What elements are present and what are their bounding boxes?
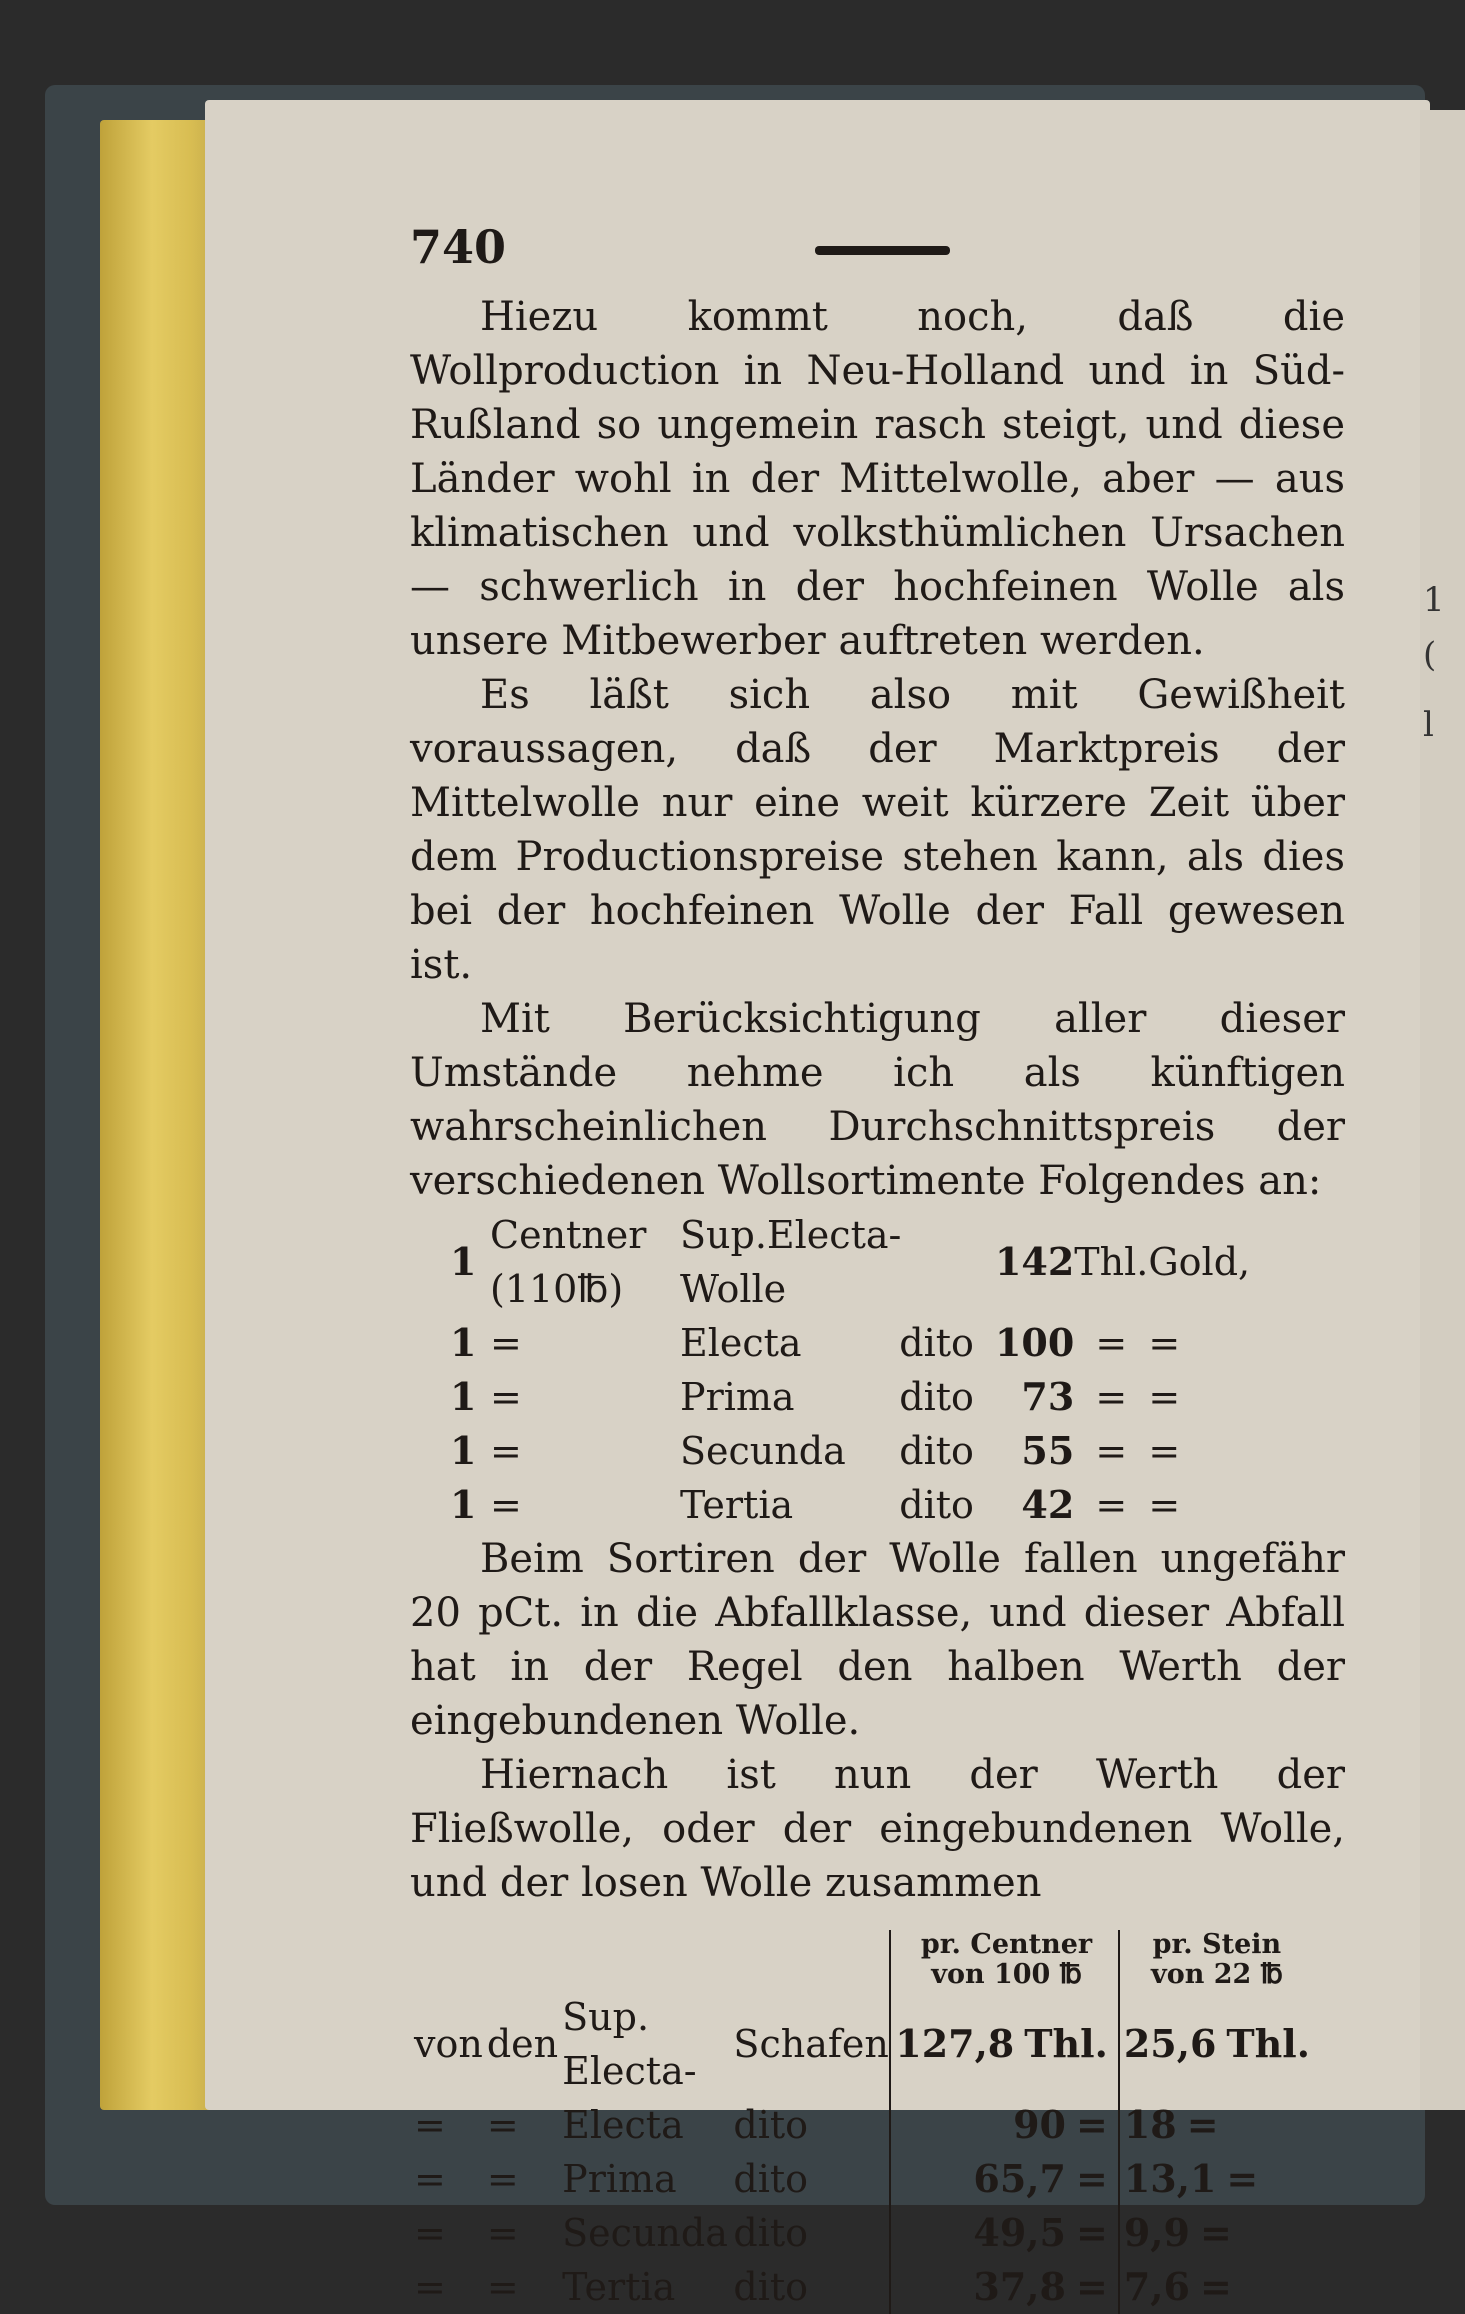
sheep-type: Schafen [733,2022,889,2066]
value-per-centner: 65,7 = [890,2152,1119,2206]
page-text [410,210,1345,2314]
value-row [410,2206,1310,2260]
value-table [410,1930,1310,2314]
den: = [486,2265,519,2309]
unit: = [490,1429,522,1473]
adjacent-page [1420,110,1465,2110]
paragraph: Hiezu kommt noch, daß die Wollproduction in Neu-Holland und in Süd-Rußland so ungemein rasch steigt, und diese Länder wohl in der Mittelwolle, aber — aus klimatischen und volksthümlichen Ursachen — schwerlich in der hochfeinen Wolle als unsere Mitbewerber auftreten werden. [410,294,1345,664]
price-value: 100 [994,1320,1075,1365]
von: = [414,2157,446,2201]
quantity: 1 [450,1239,477,1284]
unit: = [490,1375,522,1419]
currency: = [1095,1375,1128,1419]
dito: dito [899,1375,974,1419]
value-row [410,1990,1310,2098]
quantity: 1 [450,1428,477,1473]
value-row [410,2098,1310,2152]
price-row [450,1316,1350,1370]
quantity: 1 [450,1482,477,1527]
den: = [486,2157,519,2201]
price-row [450,1424,1350,1478]
adjacent-page-fragment: 1 [1423,580,1445,620]
price-value: 142 [994,1239,1075,1284]
value-per-centner: 90 = [890,2098,1119,2152]
value-per-centner: 127,8 Thl. [890,1990,1119,2098]
value-per-centner: 37,8 = [890,2260,1119,2314]
sheep-type: dito [733,2157,809,2201]
dito: dito [899,1429,974,1473]
wool-grade: Prima [562,2157,677,2201]
den: = [486,2211,519,2255]
price-value: 73 [1021,1374,1075,1419]
von: = [414,2211,446,2255]
currency: = [1095,1483,1128,1527]
wool-grade: Sup. Electa- [562,1995,697,2093]
price-table [450,1208,1350,1532]
wool-grade: Tertia [562,2265,676,2309]
unit: Centner (110℔) [490,1213,647,1311]
wool-grade: Tertia [680,1483,794,1527]
adjacent-page-fragment: ( [1423,635,1437,675]
wool-grade: Electa [562,2103,684,2147]
price-row [450,1478,1350,1532]
price-row [450,1208,1350,1316]
value-per-stein: 25,6 Thl. [1119,1990,1310,2098]
currency: Thl. [1074,1240,1149,1284]
wool-grade: Electa [680,1321,802,1365]
paragraph: Hiernach ist nun der Werth der Fließwolle, oder der eingebundenen Wolle, und der losen Wolle zusammen [410,1752,1345,1906]
dito: dito [899,1321,974,1365]
sheep-type: dito [733,2211,809,2255]
page-header [410,210,1345,290]
currency-kind: = [1148,1321,1181,1365]
price-value: 55 [1021,1428,1075,1473]
den: den [486,2022,559,2066]
wool-grade: Secunda [680,1429,846,1473]
dito: dito [899,1483,974,1527]
wool-grade: Secunda [562,2211,728,2255]
column-header-centner: pr. Centner von 100 ℔ [890,1930,1119,1990]
den: = [486,2103,519,2147]
von: von [414,2022,483,2066]
wool-grade: Sup.Electa-Wolle [680,1213,902,1311]
quantity: 1 [450,1374,477,1419]
value-row [410,2260,1310,2314]
sheep-type: dito [733,2265,809,2309]
currency-kind: Gold, [1148,1240,1251,1284]
sheep-type: dito [733,2103,809,2147]
currency-kind: = [1148,1429,1181,1473]
price-value: 42 [1021,1482,1075,1527]
page-number: 740 [410,220,507,274]
paragraph: Beim Sortiren der Wolle fallen ungefähr 20 pCt. in die Abfallklasse, und dieser Abfall hat in der Regel den halben Werth der eingebundenen Wolle. [410,1536,1345,1744]
currency: = [1095,1321,1128,1365]
value-per-centner: 49,5 = [890,2206,1119,2260]
value-per-stein: 7,6 = [1119,2260,1310,2314]
value-per-stein: 9,9 = [1119,2206,1310,2260]
price-row [450,1370,1350,1424]
value-per-stein: 13,1 = [1119,2152,1310,2206]
quantity: 1 [450,1320,477,1365]
adjacent-page-fragment: l [1423,705,1434,745]
unit: = [490,1321,522,1365]
currency-kind: = [1148,1483,1181,1527]
von: = [414,2265,446,2309]
column-header-stein: pr. Stein von 22 ℔ [1119,1930,1310,1990]
currency: = [1095,1429,1128,1473]
value-per-stein: 18 = [1119,2098,1310,2152]
unit: = [490,1483,522,1527]
wool-grade: Prima [680,1375,795,1419]
value-table-header [410,1930,1310,1990]
paragraph: Mit Berücksichtigung aller dieser Umstände nehme ich als künftigen wahrscheinlichen Durchschnittspreis der verschiedenen Wollsortimente Folgendes an: [410,996,1345,1204]
von: = [414,2103,446,2147]
header-rule [815,246,950,255]
currency-kind: = [1148,1375,1181,1419]
dito [899,1208,994,1316]
paragraph: Es läßt sich also mit Gewißheit voraussagen, daß der Marktpreis der Mittelwolle nur eine weit kürzere Zeit über dem Productionspreise stehen kann, als dies bei der hochfeinen Wolle der Fall gewesen ist. [410,672,1345,988]
value-row [410,2152,1310,2206]
